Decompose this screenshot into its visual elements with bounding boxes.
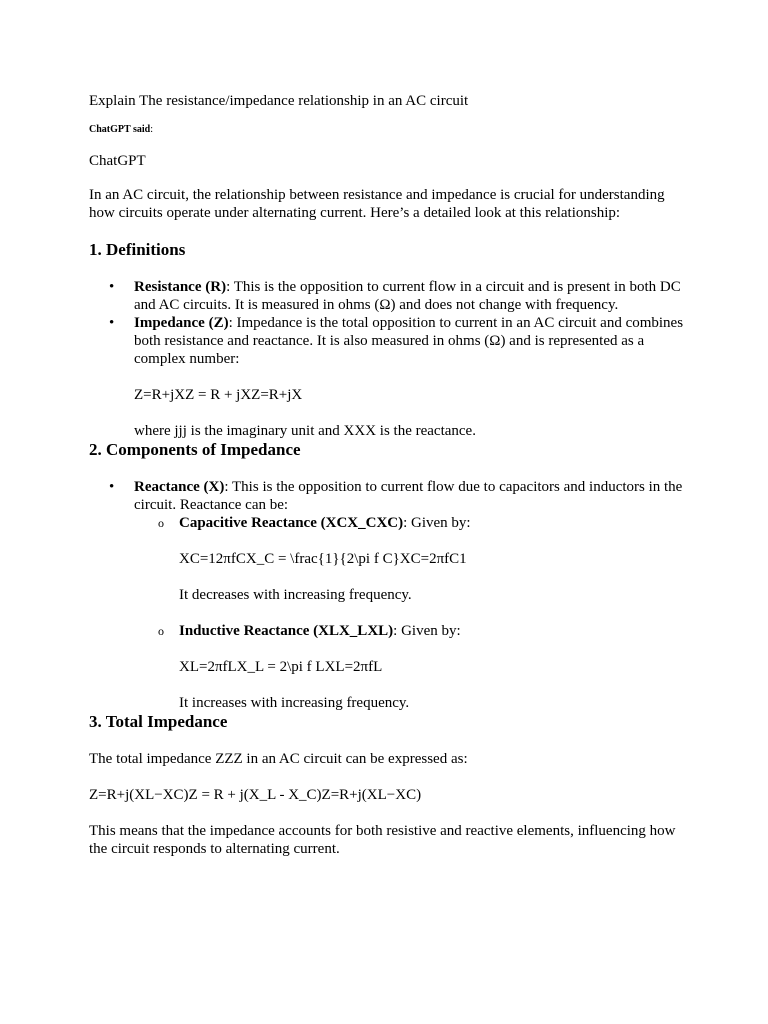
reactance-sublist (134, 514, 689, 712)
user-question: Explain The resistance/impedance relationship in an AC circuit (89, 93, 469, 109)
resistance-text: : This is the opposition to current flow in a circuit and is present in both DC and AC circuits. It is measured in ohms (Ω) and does not change with frequency. (134, 279, 681, 313)
intro-paragraph: In an AC circuit, the relationship between resistance and impedance is crucial for understanding how circuits operate under alternating current. Here’s a detailed look at this relationship: (89, 187, 665, 221)
inductive-formula: XL=2πfLX_L = 2\pi f LXL​=2πfL (179, 659, 383, 675)
term-capacitive: Capacitive Reactance (XCX_CXC) (179, 515, 404, 531)
section-heading-components: 2. Components of Impedance (89, 440, 301, 459)
section-heading-definitions: 1. Definitions (89, 240, 186, 259)
term-inductive: Inductive Reactance (XLX_LXL) (179, 623, 394, 639)
inductive-text: : Given by: (393, 623, 461, 639)
term-reactance: Reactance (X) (134, 479, 225, 495)
term-resistance: Resistance (R) (134, 279, 227, 295)
definitions-list (89, 278, 689, 440)
total-impedance-intro: The total impedance ZZZ in an AC circuit can be expressed as: (89, 751, 468, 767)
term-impedance: Impedance (Z) (134, 315, 229, 331)
capacitive-note: It decreases with increasing frequency. (179, 587, 412, 603)
total-impedance-formula: Z=R+j(XL−XC)Z = R + j(X_L - X_C)Z=R+j(XL​−XC​) (89, 787, 422, 803)
said-label-colon: : (150, 124, 154, 135)
impedance-note: where jjj is the imaginary unit and XXX is the reactance. (134, 423, 476, 439)
reactance-text: : This is the opposition to current flow due to capacitors and inductors in the circuit. Reactance can be: (134, 479, 683, 513)
impedance-formula: Z=R+jXZ = R + jXZ=R+jX (134, 387, 303, 403)
capacitive-text: : Given by: (403, 515, 471, 531)
section-heading-total-impedance: 3. Total Impedance (89, 712, 228, 731)
capacitive-definition (179, 514, 689, 532)
components-list (89, 478, 689, 712)
impedance-definition (134, 314, 689, 368)
inductive-note: It increases with increasing frequency. (179, 695, 410, 711)
sublist-item-capacitive (134, 514, 689, 622)
list-item-reactance (89, 478, 689, 712)
list-item-resistance (89, 278, 689, 314)
reactance-definition (134, 478, 689, 514)
inductive-definition (179, 622, 689, 640)
sublist-item-inductive (134, 622, 689, 712)
document-page (89, 92, 689, 876)
capacitive-formula: XC=12πfCX_C = \frac{1}{2\pi f C}XC​=2πfC1​ (179, 551, 467, 567)
resistance-definition (134, 278, 689, 314)
speaker-name: ChatGPT (89, 153, 146, 169)
list-item-impedance (89, 314, 689, 440)
impedance-text: : Impedance is the total opposition to current in an AC circuit and combines both resistance and reactance. It is also measured in ohms (Ω) and is represented as a complex number: (134, 315, 684, 367)
said-label-text: ChatGPT said (89, 124, 151, 135)
total-impedance-explanation: This means that the impedance accounts for both resistive and reactive elements, influencing how the circuit responds to alternating current. (89, 823, 676, 857)
spacer (179, 604, 689, 622)
assistant-said-label (89, 124, 689, 136)
